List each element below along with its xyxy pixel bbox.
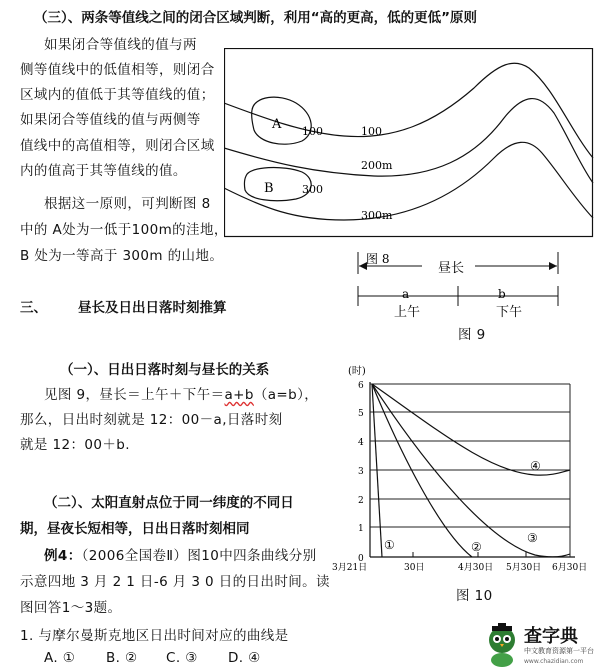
afternoon-label: 下午 [496, 305, 523, 320]
example-line: 例4：（2006全国卷Ⅱ）图10中四条曲线分别 [44, 548, 317, 564]
y-tick: 3 [358, 467, 364, 477]
subsection-heading: （一）、日出日落时刻与昼长的关系 [60, 362, 270, 378]
fig10-caption: 图 10 [456, 588, 493, 604]
paragraph-line: 值线中的高值相等，则闭合区域 [20, 138, 215, 154]
question-text: 1. 与摩尔曼斯克地区日出时间对应的曲线是 [20, 628, 289, 644]
x-tick: 6月30日 [552, 563, 588, 573]
paragraph-line: 侧等值线中的低值相等，则闭合 [20, 62, 215, 78]
subsection-heading: 期，昼夜长短相等，日出日落时刻相同 [20, 521, 250, 537]
x-tick: 30日 [404, 563, 425, 573]
watermark-brand: 查字典 [524, 626, 578, 647]
x-tick: 5月30日 [506, 563, 542, 573]
paragraph-line: 就是 12：00＋b. [20, 437, 130, 453]
label-a-small: a [402, 287, 410, 301]
curve-label-2: ② [471, 540, 482, 554]
paragraph-line: 区域内的值低于其等值线的值； [20, 87, 215, 103]
x-tick: 3月21日 [332, 563, 368, 573]
watermark-logo [476, 618, 604, 672]
answer-option: C. ③ [166, 650, 198, 666]
label-b-small: b [498, 287, 506, 301]
y-tick: 5 [358, 409, 364, 419]
y-tick: 1 [358, 524, 364, 534]
watermark-url: www.chazidian.com [524, 658, 584, 665]
paragraph-line: 那么，日出时刻就是 12：00－a,日落时刻 [20, 412, 283, 428]
contour-figure [224, 48, 594, 238]
day-length-label: 昼长 [438, 261, 465, 276]
morning-label: 上午 [394, 305, 421, 320]
contour-line-200 [224, 99, 593, 183]
label-a: A [272, 117, 282, 132]
paragraph-line: B 处为一等高于 300m 的山地。 [20, 248, 224, 264]
day-length-figure [350, 250, 570, 325]
x-tick: 4月30日 [458, 563, 494, 573]
value-100-a: 100 [302, 125, 323, 138]
paragraph-line: 中的 A处为一低于100m的洼地， [20, 222, 228, 238]
paragraph-line: 如果闭合等值线的值与两侧等 [20, 112, 201, 128]
fig9-caption: 图 9 [458, 327, 486, 343]
watermark-tagline: 中文教育资源第一平台 [524, 647, 594, 655]
curve-label-4: ④ [530, 459, 541, 473]
value-200: 200m [361, 159, 393, 172]
owl-icon [482, 622, 522, 668]
paragraph-line: 见图 9，昼长＝上午＋下午＝a+b（a=b）， [44, 387, 319, 403]
label-b: B [264, 181, 274, 196]
sunrise-chart [330, 362, 600, 577]
subsection-heading: （二）、太阳直射点位于同一纬度的不同日 [44, 495, 294, 511]
answer-option: B. ② [106, 650, 138, 666]
curve-label-1: ① [384, 538, 395, 552]
answer-option: A. ① [44, 650, 76, 666]
value-100: 100 [361, 125, 382, 138]
value-300-b: 300 [302, 183, 323, 196]
answer-option: D. ④ [228, 650, 261, 666]
paragraph-line: 内的值高于其等值线的值。 [20, 163, 187, 179]
value-300: 300m [361, 209, 393, 222]
example-line: 示意四地 3 月 2 1 日-6 月 3 0 日的日出时间。读 [20, 574, 330, 590]
y-tick: 6 [358, 381, 364, 391]
section-title: 昼长及日出日落时刻推算 [78, 300, 227, 316]
section-heading: （三）、两条等值线之间的闭合区域判断，利用“高的更高，低的更低”原则 [34, 10, 477, 26]
curve-label-3: ③ [527, 531, 538, 545]
y-tick: 4 [358, 438, 364, 448]
section-number: 三、 [20, 300, 47, 316]
contour-line-300 [224, 142, 593, 220]
y-tick: 0 [358, 554, 364, 564]
example-line: 图回答1～3题。 [20, 600, 122, 616]
paragraph-line: 如果闭合等值线的值与两 [44, 37, 197, 53]
y-tick: 2 [358, 496, 364, 506]
fig9-caption-inline: 图 8 [366, 252, 390, 266]
paragraph-line: 根据这一原则，可判断图 8 [44, 196, 211, 212]
y-unit: (时) [348, 366, 366, 377]
